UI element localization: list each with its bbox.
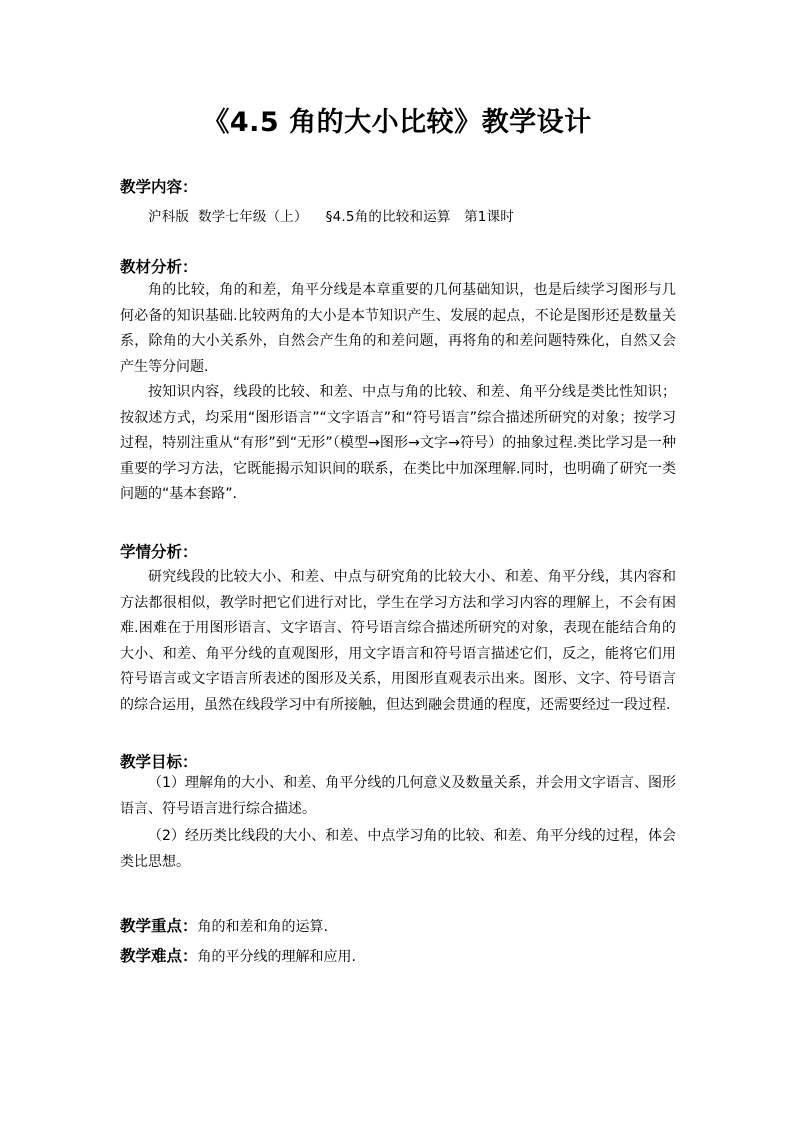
publisher: 沪科版 bbox=[148, 209, 190, 225]
difficult-point-text: 角的平分线的理解和应用. bbox=[197, 949, 356, 965]
objective-item-2: （2）经历类比线段的大小、和差、中点学习角的比较、和差、角平分线的过程，体会类比思想。 bbox=[120, 828, 676, 870]
key-point-line bbox=[120, 914, 328, 936]
key-point-label: 教学重点： bbox=[120, 917, 198, 935]
section-name: §4.5角的比较和运算 bbox=[325, 209, 451, 225]
lesson-number: 第1课时 bbox=[464, 209, 514, 225]
textbook-source bbox=[148, 205, 514, 225]
material-analysis-heading: 教材分析： bbox=[120, 258, 198, 276]
content-heading: 教学内容： bbox=[120, 178, 198, 196]
student-analysis-paragraph: 研究线段的比较大小、和差、中点与研究角的比较大小、和差、角平分线，其内容和方法都很相似，教学时把它们进行对比，学生在学习方法和学习内容的理解上，不会有困难.困难在于用图形语言、文字语言、符号语言综合描述所研究的对象，表现在能结合角的大小、和差、角平分线的直观图形，用文字语言和符号语言描述它们，反之，能将它们用符号语言或文字语言所表述的图形及关系，用图形直观表示出来。图形、文字、符号语言的综合运用，虽然在线段学习中有所接触，但达到融会贯通的程度，还需要经过一段过程. bbox=[120, 569, 676, 713]
student-analysis-heading: 学情分析： bbox=[120, 543, 198, 561]
material-analysis-paragraph-2: 按知识内容，线段的比较、和差、中点与角的比较、和差、角平分线是类比性知识；按叙述方式，均采用“图形语言”“文字语言”和“符号语言”综合描述所研究的对象；按学习过程，特别注重从“有形”到“无形”（模型→图形→文字→符号）的抽象过程.类比学习是一种重要的学习方法，它既能揭示知识间的联系，在类比中加深理解.同时，也明确了研究一类问题的“基本套路”. bbox=[120, 384, 676, 503]
document-title: 《4.5 角的大小比较》教学设计 bbox=[202, 107, 592, 138]
difficult-point-label: 教学难点： bbox=[120, 947, 198, 965]
material-analysis-paragraph-1: 角的比较，角的和差，角平分线是本章重要的几何基础知识，也是后续学习图形与几何必备的知识基础.比较两角的大小是本节知识产生、发展的起点，不论是图形还是数量关系，除角的大小关系外，自然会产生角的和差问题，再将角的和差问题特殊化，自然又会产生等分问题. bbox=[120, 282, 676, 375]
key-point-text: 角的和差和角的运算. bbox=[197, 919, 328, 935]
objective-item-1: （1）理解角的大小、和差、角平分线的几何意义及数量关系，并会用文字语言、图形语言、符号语言进行综合描述。 bbox=[120, 775, 676, 817]
objectives-heading: 教学目标： bbox=[120, 753, 198, 771]
difficult-point-line bbox=[120, 944, 356, 966]
book-name: 数学七年级（上） bbox=[198, 209, 308, 225]
